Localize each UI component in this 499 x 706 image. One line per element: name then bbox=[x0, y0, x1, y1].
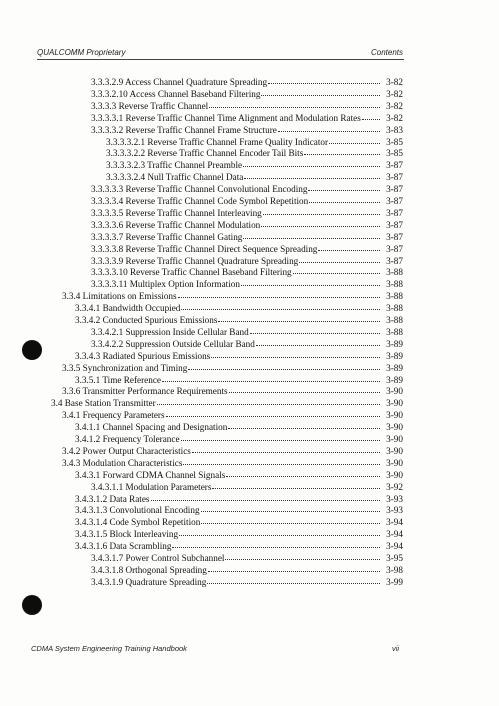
toc-entry-page: 3-94 bbox=[386, 529, 403, 540]
toc-entry-page: 3-88 bbox=[386, 267, 403, 278]
toc-entry-page: 3-82 bbox=[386, 100, 403, 111]
toc-entry-title: 3.3.4.2 Conducted Spurious Emissions bbox=[75, 315, 218, 325]
toc-entry-page: 3-89 bbox=[386, 338, 403, 349]
toc-entry[interactable] bbox=[75, 374, 403, 385]
toc-entry-title: 3.4.1 Frequency Parameters bbox=[62, 410, 165, 421]
toc-entry-title: 3.3.3.3.2.3 Traffic Channel Preamble bbox=[106, 160, 243, 171]
toc-entry[interactable] bbox=[75, 421, 403, 432]
toc-entry-title: 3.3.3.3.2.1 Reverse Traffic Channel Frame Quality Indicator bbox=[106, 136, 329, 147]
toc-entry-title: 3.4.1.1 Channel Spacing and Designation bbox=[75, 422, 228, 433]
running-header-right: Contents bbox=[370, 48, 403, 57]
toc-entry-page: 3-98 bbox=[386, 564, 403, 575]
toc-entry-title: 3.3.3.2.10 Access Channel Baseband Filtering bbox=[91, 88, 261, 99]
toc-leader-dots bbox=[172, 539, 380, 548]
toc-entry-title: 3.4.3.1.1 Modulation Parameters bbox=[91, 481, 212, 492]
header-rule bbox=[37, 59, 404, 60]
toc-entry-title: 3.3.4.2.2 Suppression Outside Cellular Band bbox=[91, 338, 255, 349]
toc-entry[interactable] bbox=[75, 469, 403, 480]
toc-entry[interactable] bbox=[75, 528, 403, 539]
toc-entry[interactable] bbox=[91, 326, 403, 337]
toc-entry[interactable] bbox=[91, 195, 403, 206]
toc-leader-dots bbox=[243, 158, 380, 167]
toc-entry-title: 3.4.2 Power Output Characteristics bbox=[62, 445, 191, 456]
toc-entry-title: 3.4.3.1.3 Convolutional Encoding bbox=[75, 505, 200, 516]
toc-leader-dots bbox=[261, 218, 380, 227]
toc-leader-dots bbox=[243, 230, 380, 239]
toc-entry-page: 3-88 bbox=[386, 315, 403, 325]
toc-entry-title: 3.3.4.1 Bandwidth Occupied bbox=[75, 303, 181, 314]
toc-entry-page: 3-90 bbox=[386, 422, 403, 433]
toc-entry[interactable] bbox=[75, 314, 403, 325]
toc-leader-dots bbox=[188, 361, 380, 370]
toc-entry-page: 3-87 bbox=[386, 196, 403, 206]
toc-entry-title: 3.3.3.3.8 Reverse Traffic Channel Direct Sequence Spreading bbox=[91, 243, 318, 254]
toc-entry-title: 3.3.3.3.6 Reverse Traffic Channel Modulation bbox=[91, 219, 261, 230]
toc-entry-title: 3.3.5.1 Time Reference bbox=[75, 374, 161, 385]
toc-leader-dots bbox=[329, 135, 380, 144]
toc-entry-title: 3.3.3.3.7 Reverse Traffic Channel Gating bbox=[91, 231, 243, 242]
toc-entry[interactable] bbox=[91, 481, 403, 492]
toc-leader-dots bbox=[207, 575, 380, 584]
toc-entry[interactable] bbox=[91, 255, 403, 266]
toc-leader-dots bbox=[192, 444, 380, 453]
toc-entry-title: 3.3.3.3.11 Multiplex Option Information bbox=[91, 279, 240, 290]
toc-entry-title: 3.3.3.3.10 Reverse Traffic Channel Baseband Filtering bbox=[91, 267, 292, 278]
toc-entry-title: 3.4.3.1.5 Block Interleaving bbox=[75, 529, 179, 540]
toc-leader-dots bbox=[201, 503, 380, 512]
toc-entry[interactable] bbox=[75, 516, 403, 527]
toc-entry[interactable] bbox=[75, 504, 403, 515]
toc-entry-page: 3-90 bbox=[386, 386, 403, 397]
toc-entry[interactable] bbox=[75, 350, 403, 361]
toc-entry-title: 3.3.3.3.9 Reverse Traffic Channel Quadrature Spreading bbox=[91, 255, 299, 266]
toc-entry-page: 3-85 bbox=[386, 148, 403, 159]
toc-entry[interactable] bbox=[62, 457, 403, 468]
toc-leader-dots bbox=[250, 325, 380, 334]
toc-entry-title: 3.3.3.3.4 Reverse Traffic Channel Code Symbol Repetition bbox=[91, 196, 309, 206]
toc-entry-page: 3-88 bbox=[386, 303, 403, 314]
toc-entry-page: 3-90 bbox=[386, 434, 403, 444]
toc-entry[interactable] bbox=[75, 302, 403, 313]
toc-leader-dots bbox=[162, 373, 380, 382]
toc-entry-page: 3-90 bbox=[386, 457, 403, 468]
toc-leader-dots bbox=[318, 242, 380, 251]
toc-entry[interactable] bbox=[106, 136, 403, 147]
toc-entry-page: 3-83 bbox=[386, 124, 403, 135]
toc-entry[interactable] bbox=[91, 219, 403, 230]
toc-entry-page: 3-89 bbox=[386, 374, 403, 385]
toc-leader-dots bbox=[212, 480, 380, 489]
running-header-left: QUALCOMM Proprietary bbox=[37, 48, 126, 57]
toc-entry[interactable] bbox=[91, 552, 403, 563]
toc-entry-page: 3-99 bbox=[386, 576, 403, 587]
toc-entry-title: 3.4.3.1.8 Orthogonal Spreading bbox=[91, 564, 207, 575]
toc-leader-dots bbox=[208, 563, 380, 572]
toc-entry-page: 3-82 bbox=[386, 77, 403, 87]
toc-entry-title: 3.3.3.3.2 Reverse Traffic Channel Frame Structure bbox=[91, 124, 277, 135]
toc-entry-page: 3-90 bbox=[386, 398, 403, 409]
toc-entry[interactable] bbox=[62, 362, 403, 373]
page-number: vii bbox=[392, 644, 400, 653]
toc-entry-page: 3-87 bbox=[386, 219, 403, 230]
toc-leader-dots bbox=[263, 206, 380, 215]
toc-entry-title: 3.3.3.3.2.4 Null Traffic Channel Data bbox=[106, 172, 244, 183]
toc-entry[interactable] bbox=[91, 231, 403, 242]
toc-entry[interactable] bbox=[75, 433, 403, 444]
toc-entry[interactable] bbox=[75, 540, 403, 551]
toc-entry[interactable] bbox=[91, 243, 403, 254]
toc-entry-title: 3.4.3.1.4 Code Symbol Repetition bbox=[75, 517, 201, 528]
toc-leader-dots bbox=[181, 301, 380, 310]
toc-entry-title: 3.4.3.1.7 Power Control Subchannel bbox=[91, 553, 225, 563]
toc-entry-title: 3.3.3.3.5 Reverse Traffic Channel Interleaving bbox=[91, 207, 262, 218]
toc-entry[interactable] bbox=[91, 183, 403, 194]
toc-entry[interactable] bbox=[91, 338, 403, 349]
toc-leader-dots bbox=[278, 123, 380, 132]
toc-entry[interactable] bbox=[106, 159, 403, 170]
toc-leader-dots bbox=[201, 515, 380, 524]
toc-entry-title: 3.4.3.1 Forward CDMA Channel Signals bbox=[75, 469, 226, 480]
toc-entry-page: 3-82 bbox=[386, 112, 403, 123]
toc-entry[interactable] bbox=[91, 266, 403, 277]
toc-entry-page: 3-87 bbox=[386, 231, 403, 242]
toc-leader-dots bbox=[229, 384, 380, 393]
toc-entry-title: 3.3.3.2.9 Access Channel Quadrature Spreading bbox=[91, 77, 268, 87]
toc-entry-page: 3-90 bbox=[386, 410, 403, 421]
toc-entry[interactable] bbox=[62, 385, 403, 396]
toc-entry-title: 3.4.3.1.6 Data Scrambling bbox=[75, 541, 172, 552]
toc-entry-page: 3-94 bbox=[386, 517, 403, 528]
toc-entry[interactable] bbox=[106, 147, 403, 158]
toc-entry[interactable] bbox=[91, 576, 403, 587]
toc-entry-page: 3-88 bbox=[386, 326, 403, 337]
toc-entry[interactable] bbox=[91, 112, 403, 123]
toc-leader-dots bbox=[299, 254, 380, 263]
toc-leader-dots bbox=[304, 146, 380, 155]
toc-entry-page: 3-93 bbox=[386, 505, 403, 516]
toc-leader-dots bbox=[179, 527, 380, 536]
toc-leader-dots bbox=[183, 456, 380, 465]
toc-entry-page: 3-88 bbox=[386, 291, 403, 302]
toc-entry-page: 3-87 bbox=[386, 207, 403, 218]
toc-entry[interactable] bbox=[91, 278, 403, 289]
toc-leader-dots bbox=[362, 111, 380, 120]
toc-entry-title: 3.4.3 Modulation Characteristics bbox=[62, 457, 183, 468]
toc-leader-dots bbox=[256, 337, 380, 346]
toc-leader-dots bbox=[261, 87, 380, 96]
toc-leader-dots bbox=[308, 182, 380, 191]
toc-leader-dots bbox=[225, 551, 380, 560]
toc-entry[interactable] bbox=[91, 100, 403, 111]
toc-entry[interactable] bbox=[91, 564, 403, 575]
toc-entry[interactable] bbox=[91, 88, 403, 99]
running-footer-left: CDMA System Engineering Training Handbook bbox=[31, 644, 187, 653]
toc-entry[interactable] bbox=[106, 171, 403, 182]
toc-entry-title: 3.4 Base Station Transmitter bbox=[51, 398, 156, 409]
toc-entry-page: 3-89 bbox=[386, 350, 403, 361]
toc-leader-dots bbox=[228, 420, 380, 429]
toc-entry-title: 3.3.4 Limitations on Emissions bbox=[62, 291, 177, 302]
toc-entry-title: 3.3.4.2.1 Suppression Inside Cellular Band bbox=[91, 326, 249, 337]
toc-entry[interactable] bbox=[62, 409, 403, 420]
toc-entry-page: 3-87 bbox=[386, 255, 403, 266]
toc-entry-page: 3-87 bbox=[386, 160, 403, 171]
toc-leader-dots bbox=[209, 99, 380, 108]
toc-entry-title: 3.3.5 Synchronization and Timing bbox=[62, 362, 188, 373]
toc-entry[interactable] bbox=[62, 445, 403, 456]
toc-entry-page: 3-87 bbox=[386, 184, 403, 195]
toc-entry-title: 3.3.3.3.2.2 Reverse Traffic Channel Encoder Tail Bits bbox=[106, 148, 304, 159]
toc-entry-page: 3-88 bbox=[386, 279, 403, 290]
toc-entry-page: 3-89 bbox=[386, 362, 403, 373]
toc-leader-dots bbox=[218, 313, 380, 322]
toc-entry-title: 3.4.3.1.2 Data Rates bbox=[75, 493, 150, 504]
toc-entry-page: 3-82 bbox=[386, 88, 403, 99]
toc-leader-dots bbox=[181, 432, 380, 441]
toc-leader-dots bbox=[157, 396, 380, 405]
toc-leader-dots bbox=[226, 468, 380, 477]
toc-entry-title: 3.3.3.3.3 Reverse Traffic Channel Convolutional Encoding bbox=[91, 184, 308, 195]
toc-entry-title: 3.3.6 Transmitter Performance Requirements bbox=[62, 386, 228, 397]
toc-leader-dots bbox=[293, 265, 380, 274]
toc-leader-dots bbox=[166, 408, 380, 417]
toc-entry-page: 3-94 bbox=[386, 541, 403, 552]
toc-entry-page: 3-85 bbox=[386, 136, 403, 147]
toc-entry[interactable] bbox=[51, 397, 403, 408]
toc-entry[interactable] bbox=[75, 493, 403, 504]
toc-leader-dots bbox=[309, 194, 380, 203]
toc-entry-page: 3-92 bbox=[386, 481, 403, 492]
toc-leader-dots bbox=[211, 349, 380, 358]
toc-entry[interactable] bbox=[91, 76, 403, 87]
binder-hole bbox=[22, 595, 42, 615]
toc-leader-dots bbox=[241, 277, 380, 286]
toc-entry-page: 3-87 bbox=[386, 172, 403, 183]
toc-entry-page: 3-90 bbox=[386, 469, 403, 480]
toc-entry-page: 3-90 bbox=[386, 445, 403, 456]
toc-entry[interactable] bbox=[91, 207, 403, 218]
toc-leader-dots bbox=[244, 170, 380, 179]
toc-entry-title: 3.3.3.3.1 Reverse Traffic Channel Time Alignment and Modulation Rates bbox=[91, 112, 361, 123]
toc-entry-title: 3.3.4.3 Radiated Spurious Emissions bbox=[75, 350, 211, 361]
toc-entry-title: 3.4.1.2 Frequency Tolerance bbox=[75, 434, 180, 444]
binder-hole bbox=[22, 340, 42, 360]
toc-entry-page: 3-87 bbox=[386, 243, 403, 254]
toc-entry-title: 3.3.3.3 Reverse Traffic Channel bbox=[91, 100, 209, 111]
toc-entry-page: 3-95 bbox=[386, 553, 403, 563]
toc-entry-title: 3.4.3.1.9 Quadrature Spreading bbox=[91, 576, 207, 587]
toc-leader-dots bbox=[178, 289, 380, 298]
toc-entry[interactable] bbox=[62, 290, 403, 301]
toc-leader-dots bbox=[268, 75, 380, 84]
toc-leader-dots bbox=[151, 492, 380, 501]
toc-entry[interactable] bbox=[91, 124, 403, 135]
toc-entry-page: 3-93 bbox=[386, 493, 403, 504]
